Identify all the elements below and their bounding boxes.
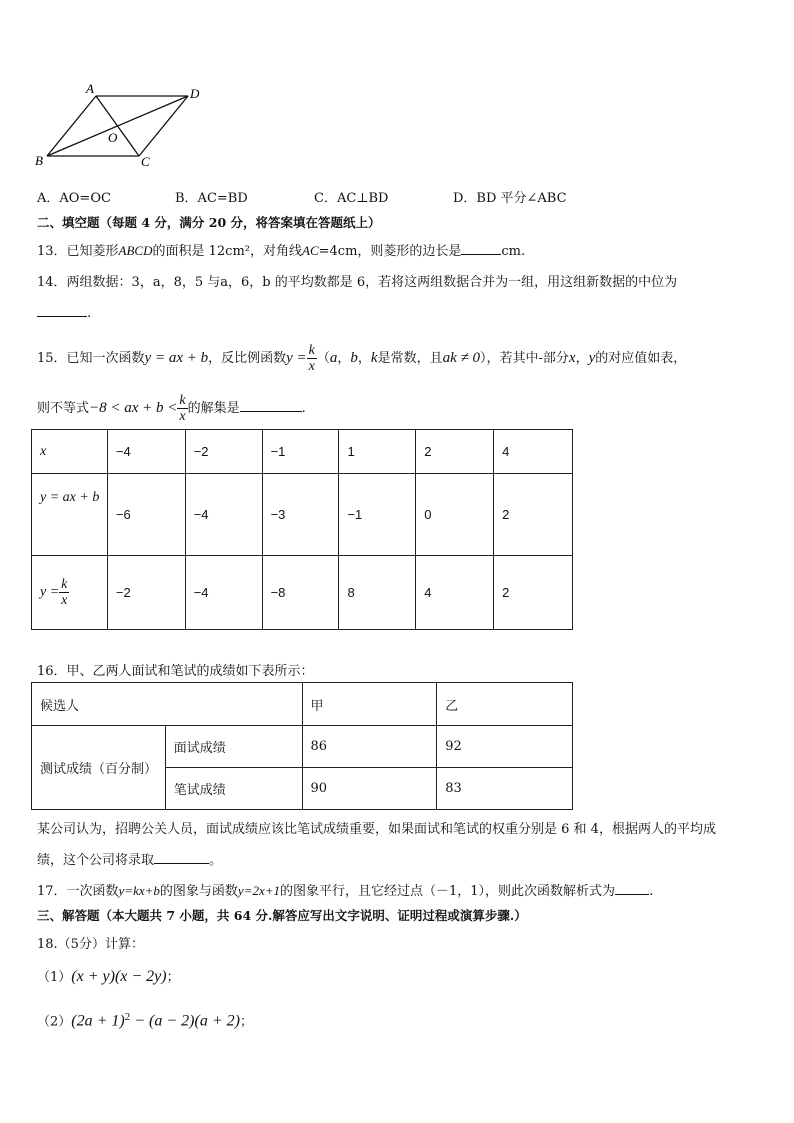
question-16-intro: 16．甲、乙两人面试和笔试的成绩如下表所示：: [37, 664, 314, 679]
q14-answer-blank[interactable]: [37, 303, 87, 317]
q17-f2: y=2x+1: [237, 883, 281, 898]
table-cell: 86: [302, 726, 437, 768]
row-label-linear: y = ax + b: [40, 490, 100, 505]
group-cell: 测试成绩（百分制）: [32, 726, 166, 810]
table-cell: −6: [107, 474, 185, 556]
section2-desc: （每题 4 分，满分 20 分，将答案填在答题纸上）: [99, 215, 381, 230]
q18-item-1: [37, 966, 180, 989]
q17-p2: 的图象与函数: [159, 884, 238, 899]
q16-after2: 绩，这个公司将录取: [37, 853, 155, 868]
q15-b: b: [350, 350, 358, 366]
q13-mid1: 的面积是 12cm²，对角线: [152, 244, 302, 259]
option-a: A．AO=OC: [37, 191, 111, 206]
question-13: [37, 240, 525, 259]
q15-line2b: 的解集是: [187, 401, 240, 416]
table-cell: 92: [437, 726, 573, 768]
option-b: B．AC=BD: [175, 191, 248, 206]
q15-linear-function: y = ax + b: [144, 350, 209, 366]
vertex-c-label: C: [141, 154, 150, 169]
table-cell: [32, 474, 108, 556]
table-cell: −8: [262, 556, 339, 630]
q13-mid2: =4cm，则菱形的边长是: [318, 244, 462, 259]
table-row: [32, 474, 573, 556]
q17-f1: y=kx+b: [118, 883, 160, 898]
table-cell: 面试成绩: [165, 726, 302, 768]
table-cell: x: [32, 430, 108, 474]
q15-k: k: [308, 343, 315, 358]
header-cell: 候选人: [32, 683, 303, 726]
row-label-inverse: y =: [40, 584, 60, 600]
table-cell: −1: [339, 474, 416, 556]
q15-p2: ，反比例函数: [208, 351, 287, 366]
table-cell: 0: [416, 474, 494, 556]
q15-p1: 15．已知一次函数: [37, 351, 145, 366]
table-cell: −4: [185, 556, 262, 630]
section3-desc: （本大题共 7 小题，共 64 分.解答应写出文字说明、证明过程或演算步骤.）: [99, 908, 527, 923]
q18-i1-end: ；: [166, 970, 180, 985]
q15-answer-blank[interactable]: [240, 398, 302, 412]
question-14: 14．两组数据：3，a，8，5 与a，6，b 的平均数都是 6，若将这两组数据合并为一组，用这组新数据的中位为: [37, 275, 678, 290]
q15-line2a: 则不等式: [37, 401, 90, 416]
table-cell: 笔试成绩: [165, 768, 302, 810]
q15-ineq-k: k: [179, 393, 186, 408]
q15-kk: k: [370, 350, 378, 366]
q15-k-over-x: [307, 343, 317, 374]
q15-inequality: −8 < ax + b <: [89, 400, 178, 416]
q15-condition: ak ≠ 0: [442, 350, 480, 366]
q15-x: x: [308, 359, 315, 374]
table-cell: 4: [416, 556, 494, 630]
center-o-label: O: [108, 130, 118, 145]
q15-comma2: ，: [357, 351, 371, 366]
q18-i2-label: （2）: [37, 1014, 72, 1030]
table-row: [32, 726, 573, 768]
q18-item-2: [37, 1006, 253, 1033]
q18-i2-expr-b: − (a − 2)(a + 2): [130, 1012, 240, 1030]
option-d: D．BD 平分∠ABC: [453, 191, 567, 206]
row-label-frac: [59, 577, 69, 608]
q13-suffix: cm.: [501, 244, 526, 259]
q15-yv: y: [588, 350, 596, 366]
table-cell: −1: [262, 430, 339, 474]
q15-p4: 是常数，且: [377, 351, 443, 366]
header-cell: 甲: [302, 683, 437, 726]
table-cell: −4: [107, 430, 185, 474]
question-17: [37, 880, 653, 899]
q13-abcd: ABCD: [118, 243, 153, 258]
q15-p3: （: [316, 351, 330, 366]
table-cell: [32, 556, 108, 630]
vertex-d-label: D: [190, 86, 200, 101]
table-row: [32, 430, 573, 474]
table-cell: −2: [185, 430, 262, 474]
question-15-line1: [37, 340, 686, 377]
table-cell: −4: [185, 474, 262, 556]
q16-text-line1: 某公司认为，招聘公关人员，面试成绩应该比笔试成绩重要，如果面试和笔试的权重分别是 6 和 4，根据两人的平均成: [37, 822, 716, 837]
row-label-x: x: [61, 593, 68, 608]
q15-ineq-frac: [177, 393, 187, 424]
table-cell: −3: [262, 474, 339, 556]
q18-i1-expr: (x + y)(x − 2y): [71, 968, 167, 985]
q13-ac: AC: [302, 243, 319, 258]
q15-comma1: ，: [337, 351, 351, 366]
q17-p1: 17．一次函数: [37, 884, 119, 899]
parallelogram-figure: [30, 80, 220, 175]
section3-heading: [37, 906, 527, 924]
q16-answer-blank[interactable]: [154, 850, 209, 864]
option-c: C．AC⊥BD: [314, 191, 389, 206]
table-cell: 2: [494, 556, 573, 630]
section2-heading: [37, 213, 381, 231]
table-16: [31, 682, 573, 810]
header-cell: 乙: [437, 683, 573, 726]
table-cell: −2: [107, 556, 185, 630]
table-row: [32, 556, 573, 630]
table-cell: 2: [494, 474, 573, 556]
q15-a: a: [329, 350, 338, 366]
q18-i1-label: （1）: [37, 970, 72, 985]
vertex-a-label: A: [86, 81, 94, 96]
row-label-k: k: [61, 577, 68, 592]
q15-comma3: ，: [575, 351, 589, 366]
q16-text-line2: [37, 849, 222, 868]
table-15: [31, 429, 573, 630]
section3-title: 三、解答题: [37, 908, 100, 923]
q16-end: 。: [209, 853, 223, 868]
vertex-b-label: B: [35, 153, 43, 168]
q17-end: .: [649, 884, 654, 899]
q18-i2-end: ；: [239, 1014, 253, 1030]
q14-end: .: [87, 306, 92, 321]
table-cell: 8: [339, 556, 416, 630]
q13-answer-blank[interactable]: [461, 241, 501, 255]
table-cell: 90: [302, 768, 437, 810]
q18-i2-sup: 2: [124, 1011, 131, 1023]
q15-p6: 的对应值如表，: [595, 351, 687, 366]
table-row: [32, 683, 573, 726]
q15-ineq-x: x: [179, 409, 186, 424]
q14-answer-line: [37, 303, 91, 321]
table-cell: 4: [494, 430, 573, 474]
question-18-title: 18.（5分）计算：: [37, 937, 144, 952]
q15-p5: ），若其中-部分: [480, 351, 569, 366]
table-cell: 1: [339, 430, 416, 474]
q15-xv: x: [568, 350, 576, 366]
q13-prefix: 13．已知菱形: [37, 244, 119, 259]
table-cell: 2: [416, 430, 494, 474]
question-15-line2: [37, 390, 306, 427]
q17-p3: 的图象平行，且它经过点（－1，1），则此次函数解析式为: [280, 884, 616, 899]
q18-i2-expr-a: (2a + 1): [71, 1012, 125, 1030]
q15-fy: y =: [286, 350, 307, 366]
table-cell: 83: [437, 768, 573, 810]
section2-title: 二、填空题: [37, 215, 100, 230]
q15-end: .: [301, 401, 306, 416]
q17-answer-blank[interactable]: [615, 881, 649, 895]
